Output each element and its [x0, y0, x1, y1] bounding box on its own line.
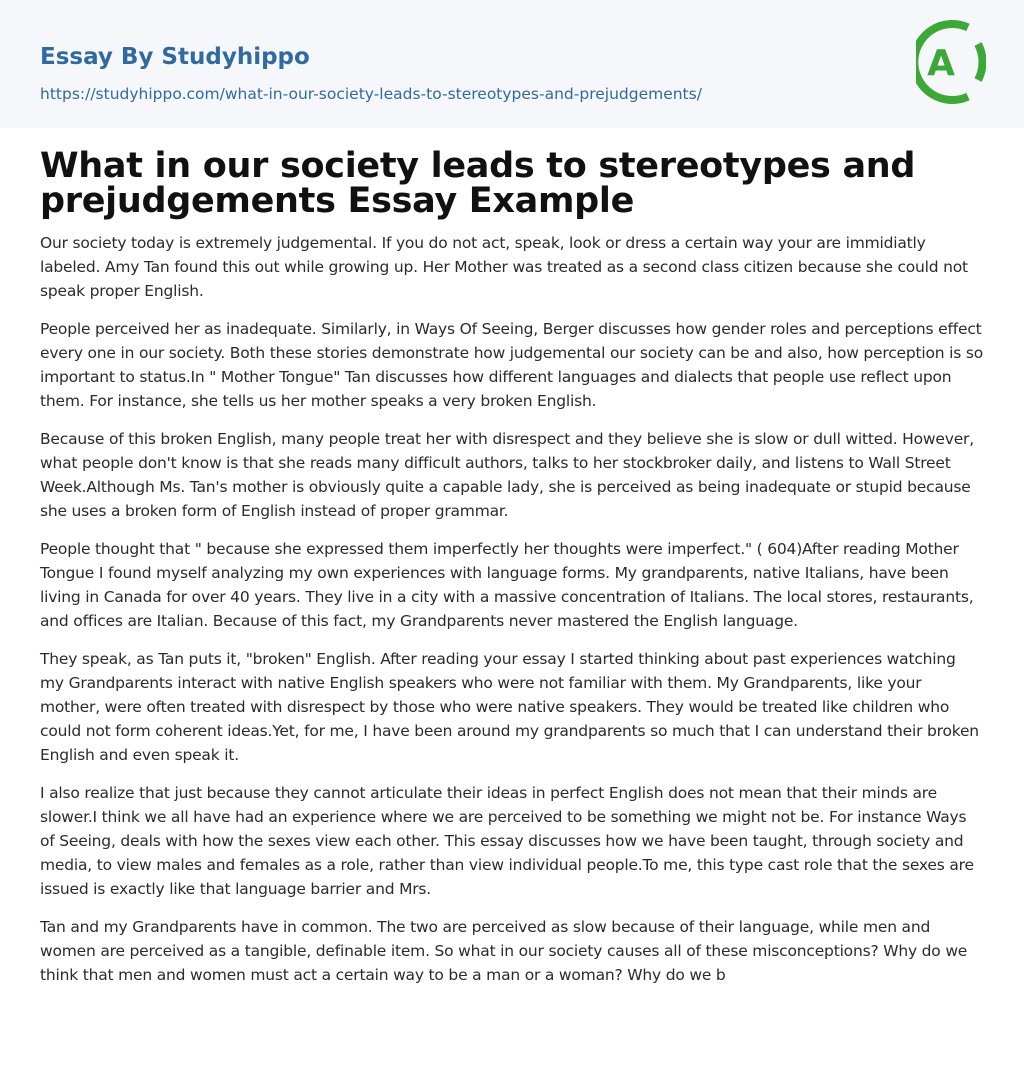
site-header	[0, 0, 1024, 128]
paragraph: Our society today is extremely judgemental. If you do not act, speak, look or dress a certain way your are immidiatly labeled. Amy Tan found this out while growing up. Her Mother was treated as a second class citizen because she could not speak proper English.	[40, 234, 968, 300]
paragraph: People perceived her as inadequate. Similarly, in Ways Of Seeing, Berger discusses how gender roles and perceptions effect every one in our society. Both these stories demonstrate how judgemental our society can be and also, how perception is so important to status.In " Mother Tongue" Tan discusses how different languages and dialects that people use reflect upon them. For instance, she tells us her mother speaks a very broken English.	[40, 320, 983, 410]
article-url-link[interactable]: https://studyhippo.com/what-in-our-society-leads-to-stereotypes-and-prejudgements/	[40, 85, 702, 103]
site-brand[interactable]: Essay By Studyhippo	[40, 44, 310, 70]
paragraph: I also realize that just because they cannot articulate their ideas in perfect English does not mean that their minds are slower.I think we all have had an experience where we are perceived to be something we might not be. For instance Ways of Seeing, deals with how the sexes view each other. This essay discusses how we have been taught, through society and media, to view males and females as a role, rather than view individual people.To me, this type cast role that the sexes are issued is exactly like that language barrier and Mrs.	[40, 784, 974, 898]
paragraph: Because of this broken English, many people treat her with disrespect and they believe she is slow or dull witted. However, what people don't know is that she reads many difficult authors, talks to her stockbroker daily, and listens to Wall Street Week.Although Ms. Tan's mother is obviously quite a capable lady, she is perceived as being inadequate or stupid because she uses a broken form of English instead of proper grammar.	[40, 430, 974, 520]
article-title: What in our society leads to stereotypes and prejudgements Essay Example	[40, 146, 916, 221]
paragraph: People thought that " because she expressed them imperfectly her thoughts were imperfect." ( 604)After reading Mother Tongue I found myself analyzing my own experiences with language forms. My grandparents, native Italians, have been living in Canada for over 40 years. They live in a city with a massive concentration of Italians. The local stores, restaurants, and offices are Italian. Because of this fact, my Grandparents never mastered the English language.	[40, 540, 974, 630]
logo-letter: A	[927, 43, 955, 84]
paragraph: Tan and my Grandparents have in common. The two are perceived as slow because of their language, while men and women are perceived as a tangible, definable item. So what in our society causes all of these misconceptions? Why do we think that men and women must act a certain way to be a man or a woman? Why do we b	[40, 918, 968, 984]
studyhippo-logo-icon[interactable]	[916, 19, 986, 105]
paragraph: They speak, as Tan puts it, "broken" English. After reading your essay I started thinking about past experiences watching my Grandparents interact with native English speakers who were not familiar with them. My Grandparents, like your mother, were often treated with disrespect by those who were native speakers. They would be treated like children who could not form coherent ideas.Yet, for me, I have been around my grandparents so much that I can understand their broken English and even speak it.	[40, 650, 979, 764]
article-content	[0, 146, 1024, 987]
